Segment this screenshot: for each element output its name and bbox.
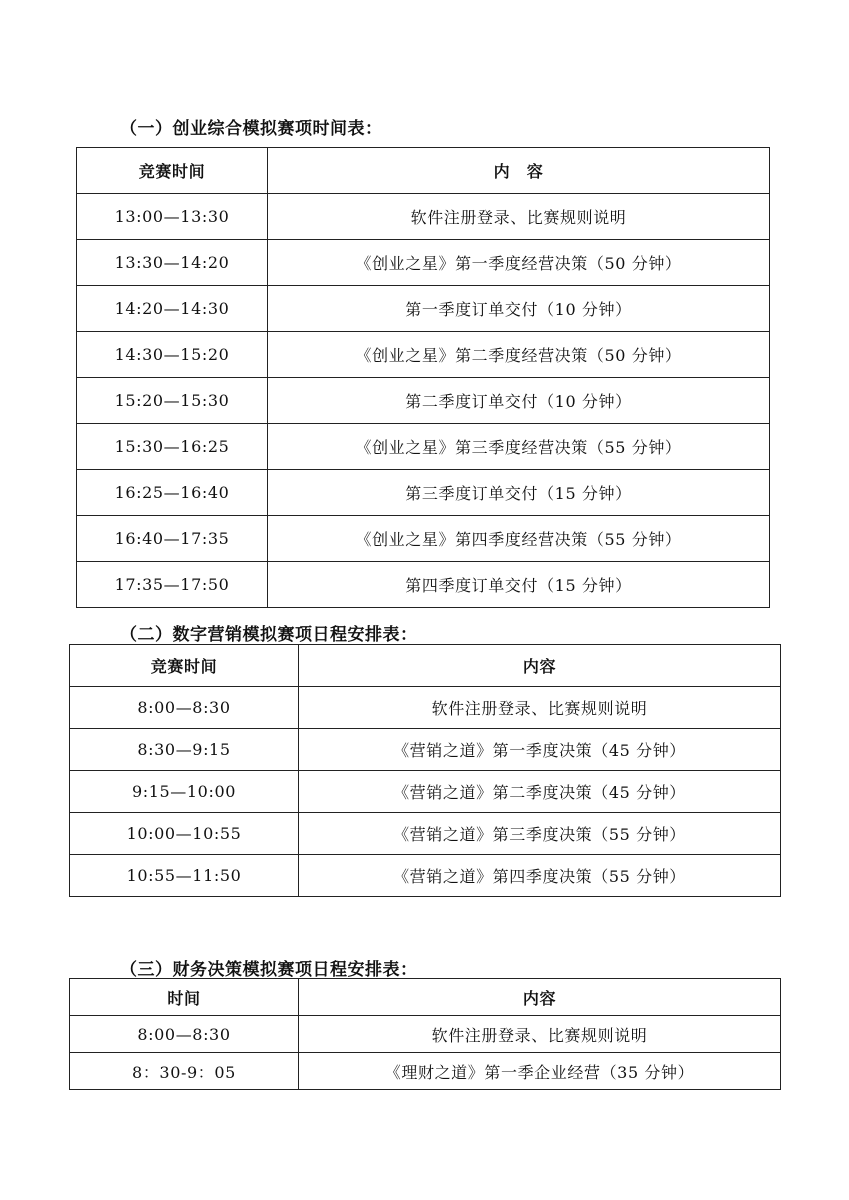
time-cell: 8:00—8:30 bbox=[70, 1016, 299, 1053]
time-cell: 16:40—17:35 bbox=[77, 516, 268, 562]
table-row bbox=[70, 1053, 781, 1090]
content-cell: 软件注册登录、比赛规则说明 bbox=[299, 687, 781, 729]
content-cell: 《营销之道》第四季度决策（55 分钟） bbox=[299, 855, 781, 897]
table-header-row bbox=[77, 148, 770, 194]
time-cell: 8：30-9：05 bbox=[70, 1053, 299, 1090]
content-cell: 《创业之星》第三季度经营决策（55 分钟） bbox=[268, 424, 770, 470]
header-time: 竞赛时间 bbox=[70, 645, 299, 687]
table-header-row bbox=[70, 979, 781, 1016]
table-row bbox=[77, 470, 770, 516]
header-time: 时间 bbox=[70, 979, 299, 1016]
table-row bbox=[70, 687, 781, 729]
table-row bbox=[77, 194, 770, 240]
section1-title: （一）创业综合模拟赛项时间表： bbox=[120, 119, 383, 139]
table-row bbox=[77, 378, 770, 424]
table-row bbox=[77, 240, 770, 286]
content-cell: 第三季度订单交付（15 分钟） bbox=[268, 470, 770, 516]
time-cell: 15:30—16:25 bbox=[77, 424, 268, 470]
section3-title: （三）财务决策模拟赛项日程安排表： bbox=[120, 960, 418, 980]
content-cell: 《营销之道》第三季度决策（55 分钟） bbox=[299, 813, 781, 855]
time-cell: 15:20—15:30 bbox=[77, 378, 268, 424]
time-cell: 8:00—8:30 bbox=[70, 687, 299, 729]
time-cell: 10:00—10:55 bbox=[70, 813, 299, 855]
table-row bbox=[77, 562, 770, 608]
table-row bbox=[77, 516, 770, 562]
time-cell: 16:25—16:40 bbox=[77, 470, 268, 516]
section3-schedule-table bbox=[69, 978, 781, 1090]
content-cell: 第四季度订单交付（15 分钟） bbox=[268, 562, 770, 608]
time-cell: 14:20—14:30 bbox=[77, 286, 268, 332]
content-cell: 《营销之道》第一季度决策（45 分钟） bbox=[299, 729, 781, 771]
header-content: 内容 bbox=[299, 979, 781, 1016]
content-cell: 《创业之星》第一季度经营决策（50 分钟） bbox=[268, 240, 770, 286]
time-cell: 8:30—9:15 bbox=[70, 729, 299, 771]
header-content: 内 容 bbox=[268, 148, 770, 194]
table-row bbox=[70, 729, 781, 771]
content-cell: 第一季度订单交付（10 分钟） bbox=[268, 286, 770, 332]
table-row bbox=[70, 855, 781, 897]
section1-schedule-table bbox=[76, 147, 770, 608]
content-cell: 软件注册登录、比赛规则说明 bbox=[299, 1016, 781, 1053]
section2-title: （二）数字营销模拟赛项日程安排表： bbox=[120, 625, 418, 645]
time-cell: 10:55—11:50 bbox=[70, 855, 299, 897]
time-cell: 14:30—15:20 bbox=[77, 332, 268, 378]
content-cell: 《理财之道》第一季企业经营（35 分钟） bbox=[299, 1053, 781, 1090]
table-row bbox=[70, 813, 781, 855]
table-row bbox=[77, 286, 770, 332]
table-header-row bbox=[70, 645, 781, 687]
header-content: 内容 bbox=[299, 645, 781, 687]
content-cell: 《创业之星》第二季度经营决策（50 分钟） bbox=[268, 332, 770, 378]
table-row bbox=[70, 771, 781, 813]
content-cell: 第二季度订单交付（10 分钟） bbox=[268, 378, 770, 424]
section2-schedule-table bbox=[69, 644, 781, 897]
table-row bbox=[77, 424, 770, 470]
content-cell: 《创业之星》第四季度经营决策（55 分钟） bbox=[268, 516, 770, 562]
time-cell: 13:00—13:30 bbox=[77, 194, 268, 240]
header-time: 竞赛时间 bbox=[77, 148, 268, 194]
content-cell: 软件注册登录、比赛规则说明 bbox=[268, 194, 770, 240]
time-cell: 17:35—17:50 bbox=[77, 562, 268, 608]
time-cell: 9:15—10:00 bbox=[70, 771, 299, 813]
table-row bbox=[70, 1016, 781, 1053]
table-row bbox=[77, 332, 770, 378]
content-cell: 《营销之道》第二季度决策（45 分钟） bbox=[299, 771, 781, 813]
time-cell: 13:30—14:20 bbox=[77, 240, 268, 286]
